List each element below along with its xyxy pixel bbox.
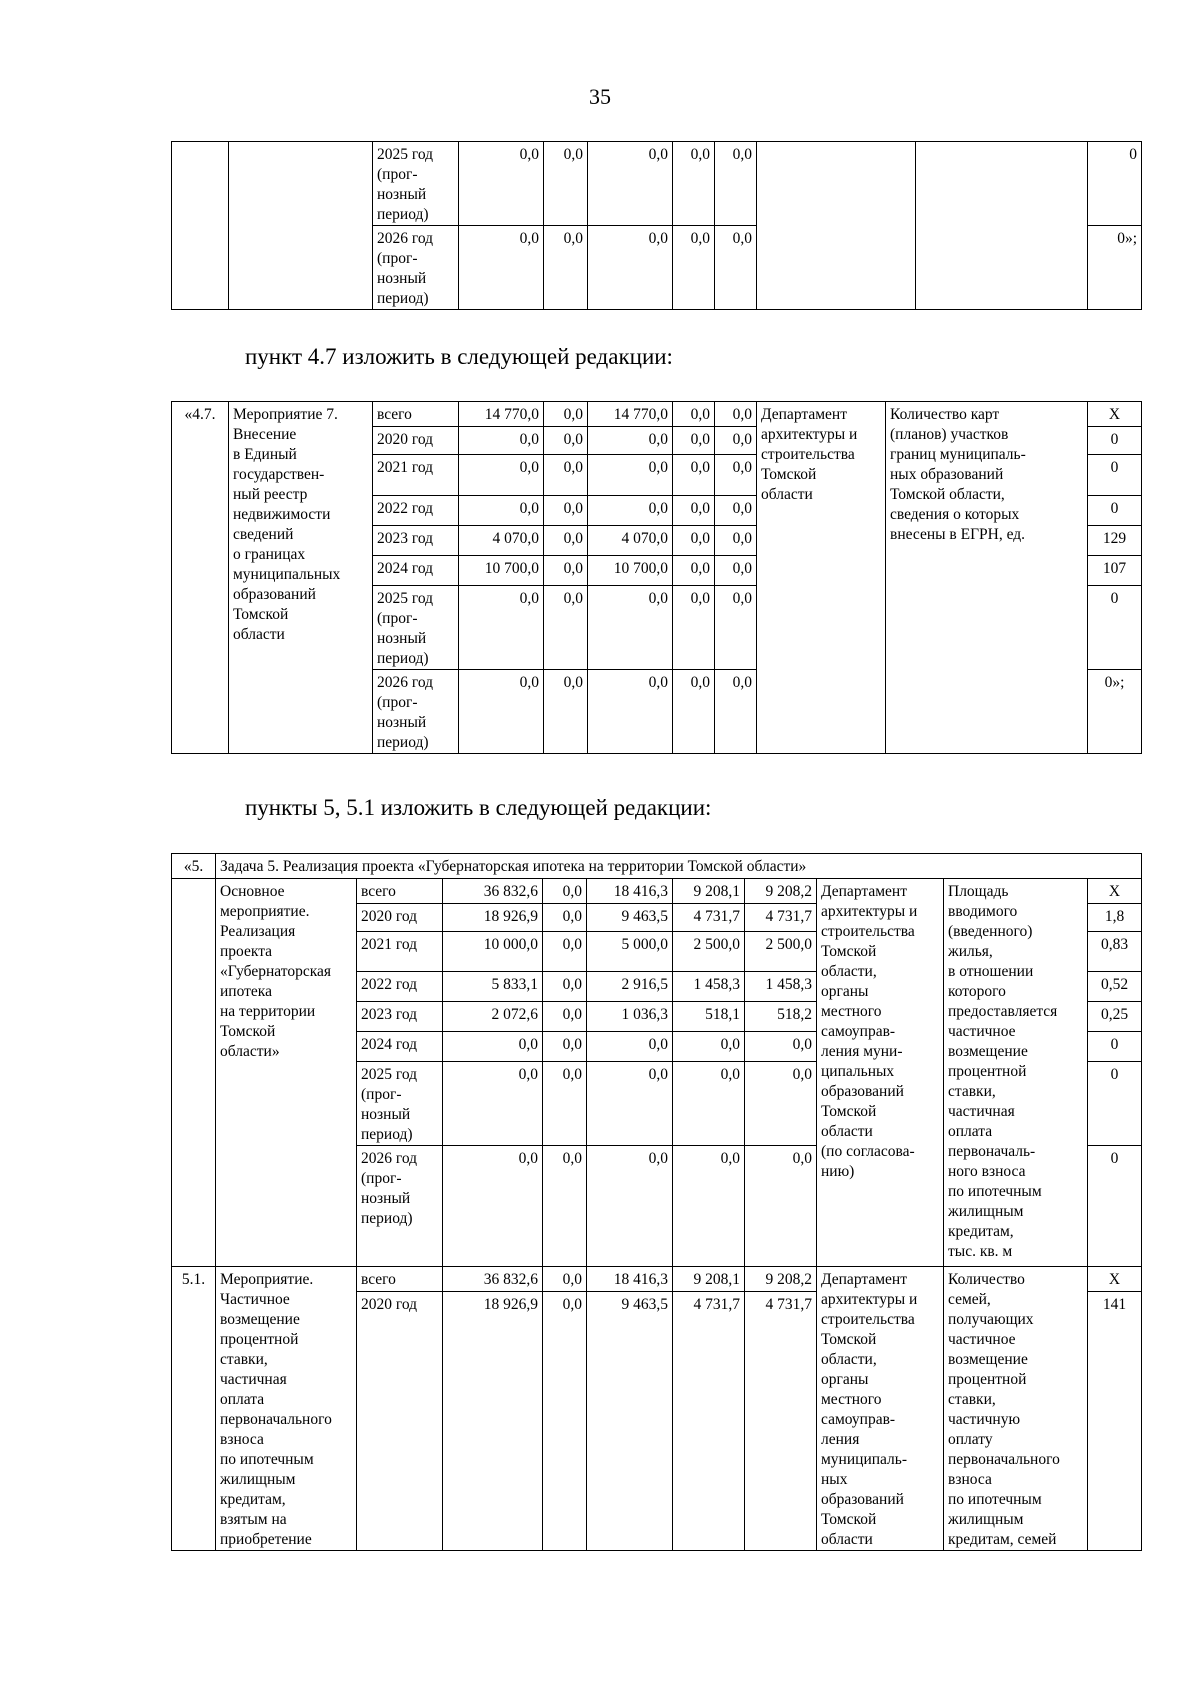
value-cell: 18 416,3 [587,1267,673,1292]
table-row [172,402,1142,427]
value-cell: 0,0 [543,972,587,1002]
value-cell: 0,0 [673,402,715,427]
value-cell: 0,0 [673,427,715,455]
value-cell: 10 700,0 [588,556,673,586]
value-cell: 0,0 [544,226,588,310]
value-cell: 0,0 [715,586,757,670]
value-cell: 2 500,0 [673,932,745,972]
value-cell: 0,0 [459,427,544,455]
value-cell: 0,0 [443,1062,543,1146]
table-row [172,854,1142,879]
indicator-cell: Площадь вводимого (введенного) жилья, в отношении которого предоставляется частичное возмещение процентной ставки, частичная оплата первоначаль- ного взноса по ипотечным жилищным кредитам, тыс. кв. м [944,879,1088,1267]
intro-text-4-7: пункт 4.7 изложить в следующей редакции: [245,344,673,369]
value-cell: 0,0 [459,226,544,310]
value-cell: 0,0 [459,496,544,526]
item-number: «4.7. [172,402,229,754]
value-cell: 18 416,3 [587,879,673,904]
table-row [172,1267,1142,1292]
value-cell: 9 208,1 [673,1267,745,1292]
year-cell: всего [357,879,443,904]
sub-activity-name: Мероприятие. Частичное возмещение процентной ставки, частичная оплата первоначального взноса по ипотечным жилищным кредитам, взятым на приобретение [216,1267,357,1551]
item-name: Мероприятие 7. Внесение в Единый государствен- ный реестр недвижимости сведений о границах муниципальных образований Томской области [229,402,373,754]
indicator-value-cell: Х [1088,402,1142,427]
indicator-cell [916,142,1088,310]
value-cell: 10 000,0 [443,932,543,972]
intro-text-5: пункты 5, 5.1 изложить в следующей редакции: [245,795,712,820]
value-cell: 0,0 [673,586,715,670]
value-cell: 0,0 [745,1032,817,1062]
value-cell: 0,0 [745,1146,817,1267]
value-cell: 0,0 [587,1032,673,1062]
value-cell: 0,0 [443,1032,543,1062]
value-cell: 4 731,7 [745,1292,817,1551]
value-cell: 0,0 [587,1146,673,1267]
indicator-value-cell: 107 [1088,556,1142,586]
value-cell: 18 926,9 [443,1292,543,1551]
value-cell: 2 916,5 [587,972,673,1002]
indicator-value-cell: 1,8 [1088,904,1142,932]
year-cell: 2025 год (прог- нозный период) [373,586,459,670]
value-cell: 0,0 [715,556,757,586]
indicator-value-cell: 0,52 [1088,972,1142,1002]
indicator-value-cell: 0 [1088,455,1142,496]
value-cell: 0,0 [544,496,588,526]
value-cell: 518,2 [745,1002,817,1032]
value-cell: 18 926,9 [443,904,543,932]
value-cell: 5 000,0 [587,932,673,972]
year-cell: 2026 год (прог- нозный период) [373,226,459,310]
value-cell: 9 208,1 [673,879,745,904]
year-cell: 2025 год (прог- нозный период) [357,1062,443,1146]
year-cell: 2020 год [357,904,443,932]
value-cell: 2 072,6 [443,1002,543,1032]
executor-cell [757,142,916,310]
value-cell: 0,0 [544,402,588,427]
indicator-value-cell: 141 [1088,1292,1142,1551]
value-cell: 0,0 [673,226,715,310]
year-cell: 2020 год [373,427,459,455]
sub-item-number: 5.1. [172,1267,216,1551]
value-cell: 0,0 [673,1062,745,1146]
value-cell: 4 731,7 [673,1292,745,1551]
table-item-4-7 [171,401,1142,754]
value-cell: 9 463,5 [587,904,673,932]
value-cell: 0,0 [588,496,673,526]
value-cell: 1 458,3 [673,972,745,1002]
name-cell [229,142,373,310]
year-cell: 2021 год [373,455,459,496]
value-cell: 0,0 [543,1032,587,1062]
value-cell: 0,0 [588,427,673,455]
indicator-value-cell: 0 [1088,1032,1142,1062]
value-cell: 0,0 [588,226,673,310]
page-number: 35 [589,84,611,109]
value-cell: 0,0 [543,1002,587,1032]
value-cell: 0,0 [715,670,757,754]
value-cell: 4 731,7 [745,904,817,932]
value-cell: 0,0 [459,586,544,670]
value-cell: 9 208,2 [745,879,817,904]
value-cell: 0,0 [588,455,673,496]
value-cell: 0,0 [715,526,757,556]
value-cell: 0,0 [673,1032,745,1062]
indicator-value-cell: 0,25 [1088,1002,1142,1032]
indicator-value-cell: Х [1088,1267,1142,1292]
table-row [172,142,1142,226]
value-cell: 0,0 [673,1146,745,1267]
value-cell: 0,0 [673,670,715,754]
value-cell: 0,0 [544,526,588,556]
value-cell: 2 500,0 [745,932,817,972]
year-cell: 2024 год [357,1032,443,1062]
year-cell: 2022 год [373,496,459,526]
value-cell: 4 070,0 [588,526,673,556]
table-item-5 [171,853,1142,1551]
main-activity-name: Основное мероприятие. Реализация проекта «Губернаторская ипотека на территории Томской области» [216,879,357,1267]
value-cell: 0,0 [715,142,757,226]
year-cell: всего [373,402,459,427]
value-cell: 0,0 [543,904,587,932]
value-cell: 0,0 [745,1062,817,1146]
indicator-value-cell: 0»; [1088,226,1142,310]
value-cell: 0,0 [443,1146,543,1267]
indicator-value-cell: 0 [1088,1146,1142,1267]
value-cell: 0,0 [543,1292,587,1551]
year-cell: всего [357,1267,443,1292]
year-cell: 2021 год [357,932,443,972]
year-cell: 2023 год [373,526,459,556]
value-cell: 518,1 [673,1002,745,1032]
value-cell: 1 458,3 [745,972,817,1002]
year-cell: 2023 год [357,1002,443,1032]
value-cell: 0,0 [544,427,588,455]
value-cell: 1 036,3 [587,1002,673,1032]
value-cell: 10 700,0 [459,556,544,586]
value-cell: 0,0 [673,142,715,226]
value-cell: 36 832,6 [443,1267,543,1292]
value-cell: 14 770,0 [459,402,544,427]
value-cell: 0,0 [588,142,673,226]
value-cell: 0,0 [673,455,715,496]
value-cell: 0,0 [544,455,588,496]
year-cell: 2026 год (прог- нозный период) [357,1146,443,1267]
value-cell: 0,0 [544,670,588,754]
indicator-value-cell: Х [1088,879,1142,904]
value-cell: 0,0 [588,586,673,670]
value-cell: 5 833,1 [443,972,543,1002]
value-cell: 0,0 [587,1062,673,1146]
indicator-value-cell: 129 [1088,526,1142,556]
value-cell: 36 832,6 [443,879,543,904]
value-cell: 0,0 [715,226,757,310]
table-row [172,879,1142,904]
value-cell: 0,0 [544,586,588,670]
value-cell: 0,0 [543,879,587,904]
value-cell: 9 463,5 [587,1292,673,1551]
value-cell: 0,0 [715,496,757,526]
value-cell: 0,0 [543,932,587,972]
value-cell: 0,0 [543,1062,587,1146]
indicator-value-cell: 0 [1088,1062,1142,1146]
task-title: Задача 5. Реализация проекта «Губернаторская ипотека на территории Томской области» [216,854,1142,879]
executor-cell: Департамент архитектуры и строительства Томской области [757,402,886,754]
indicator-cell: Количество карт (планов) участков границ муниципаль- ных образований Томской области, сведения о которых внесены в ЕГРН, ед. [886,402,1088,754]
value-cell: 0,0 [673,526,715,556]
value-cell: 4 731,7 [673,904,745,932]
value-cell: 0,0 [459,455,544,496]
indicator-cell: Количество семей, получающих частичное возмещение процентной ставки, частичную оплату первоначального взноса по ипотечным жилищным кредитам, семей [944,1267,1088,1551]
year-cell: 2022 год [357,972,443,1002]
value-cell: 0,0 [544,556,588,586]
num-cell [172,142,229,310]
value-cell: 14 770,0 [588,402,673,427]
value-cell: 0,0 [673,556,715,586]
value-cell: 0,0 [715,402,757,427]
value-cell: 4 070,0 [459,526,544,556]
indicator-value-cell: 0 [1088,142,1142,226]
table-continuation [171,141,1142,310]
value-cell: 0,0 [459,670,544,754]
year-cell: 2024 год [373,556,459,586]
value-cell: 0,0 [715,427,757,455]
year-cell: 2026 год (прог- нозный период) [373,670,459,754]
value-cell: 9 208,2 [745,1267,817,1292]
executor-cell: Департамент архитектуры и строительства Томской области, органы местного самоуправ- ления муни- ципальных образований Томской области (по согласова- нию) [817,879,944,1267]
executor-cell: Департамент архитектуры и строительства Томской области, органы местного самоуправ- ления муниципаль- ных образований Томской области [817,1267,944,1551]
value-cell: 0,0 [459,142,544,226]
indicator-value-cell: 0 [1088,496,1142,526]
num-cell [172,879,216,1267]
value-cell: 0,0 [715,455,757,496]
indicator-value-cell: 0 [1088,427,1142,455]
task-number: «5. [172,854,216,879]
year-cell: 2025 год (прог- нозный период) [373,142,459,226]
value-cell: 0,0 [588,670,673,754]
value-cell: 0,0 [673,496,715,526]
value-cell: 0,0 [543,1146,587,1267]
value-cell: 0,0 [543,1267,587,1292]
indicator-value-cell: 0»; [1088,670,1142,754]
indicator-value-cell: 0 [1088,586,1142,670]
year-cell: 2020 год [357,1292,443,1551]
value-cell: 0,0 [544,142,588,226]
indicator-value-cell: 0,83 [1088,932,1142,972]
